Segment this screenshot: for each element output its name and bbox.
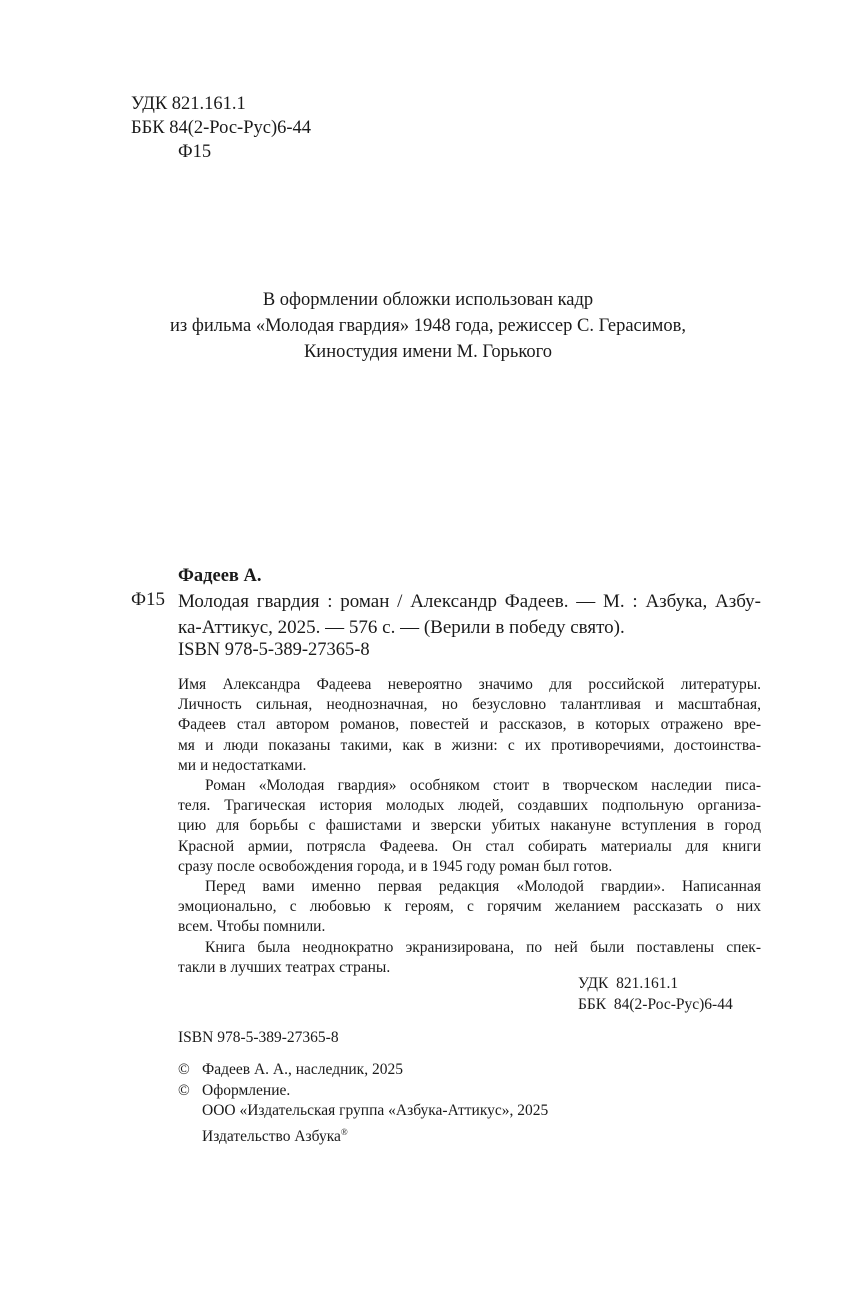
annotation-line: Роман «Молодая гвардия» особняком стоит в творческом наследии писа- [205,777,761,795]
annotation [178,675,761,978]
annotation-line: Красной армии, потрясла Фадеева. Он стал собирать материалы для книги [178,837,761,855]
annotation-line: теля. Трагическая история молодых людей, создавших подпольную организа- [178,797,761,815]
record-isbn: ISBN 978-5-389-27365-8 [178,640,370,660]
cover-note-line: В оформлении обложки использован кадр [262,290,594,310]
copyright-line: Оформление. [202,1081,291,1099]
annotation-line: Фадеев стал автором романов, повестей и рассказов, в которых отражено вре- [178,716,761,734]
annotation-line: Книга была неоднократно экранизирована, по ней были поставлены спек- [205,938,761,956]
bbk-code: ББК 84(2-Рос-Рус)6-44 [131,118,312,138]
description-line: ка-Аттикус, 2025. — 576 с. — (Верили в победу свято). [178,617,625,638]
isbn-bottom: ISBN 978-5-389-27365-8 [178,1029,339,1046]
copyright-block [178,1060,548,1147]
annotation-line: Имя Александра Фадеева невероятно значимо для российской литературы. [178,676,761,693]
annotation-line: Перед вами именно первая редакция «Молодой гвардии». Написанная [205,878,761,896]
classification-block-top [131,92,311,164]
author-mark: Ф15 [178,142,212,162]
registered-mark: ® [340,1126,348,1137]
annotation-line: такли в лучших театрах страны. [178,958,391,976]
record-author: Фадеев А. [178,566,262,586]
copyright-symbol: © [178,1081,190,1099]
annotation-line: цию для борьбы с фашистами и зверски убитых накануне вступления в город [178,817,761,835]
annotation-line: Личность сильная, неоднозначная, но безусловно талантливая и масштабная, [178,696,761,714]
cover-credit-note [0,287,856,365]
annotation-line: мя и люди показаны такими, как в жизни: с их противоречиями, достоинства- [178,736,761,754]
copyright-line: Фадеев А. А., наследник, 2025 [202,1061,403,1078]
copyright-line: Издательство Азбука [202,1127,341,1145]
annotation-line: сразу после освобождения города, и в 1945 году роман был готов. [178,857,613,875]
description-line: Молодая гвардия : роман / Александр Фадеев. — М. : Азбука, Азбу- [178,591,761,612]
annotation-line: всем. Чтобы помнили. [178,918,326,936]
cover-note-line: из фильма «Молодая гвардия» 1948 года, режиссер С. Герасимов, [170,316,686,336]
udk-code: УДК 821.161.1 [131,94,246,114]
bbk-code: ББК 84(2-Рос-Рус)6-44 [578,995,733,1013]
udk-code: УДК 821.161.1 [578,975,679,992]
annotation-line: эмоционально, с любовью к героям, с горячим желанием рассказать о них [178,898,761,916]
copyright-line: ООО «Издательская группа «Азбука-Аттикус», 2025 [202,1102,549,1119]
classification-block-bottom [578,974,733,1015]
record-description [178,589,761,641]
annotation-line: ми и недостатками. [178,756,307,774]
copyright-symbol: © [178,1061,190,1078]
record-author-mark: Ф15 [131,589,166,610]
cover-note-line: Киностудия имени М. Горького [303,342,553,362]
